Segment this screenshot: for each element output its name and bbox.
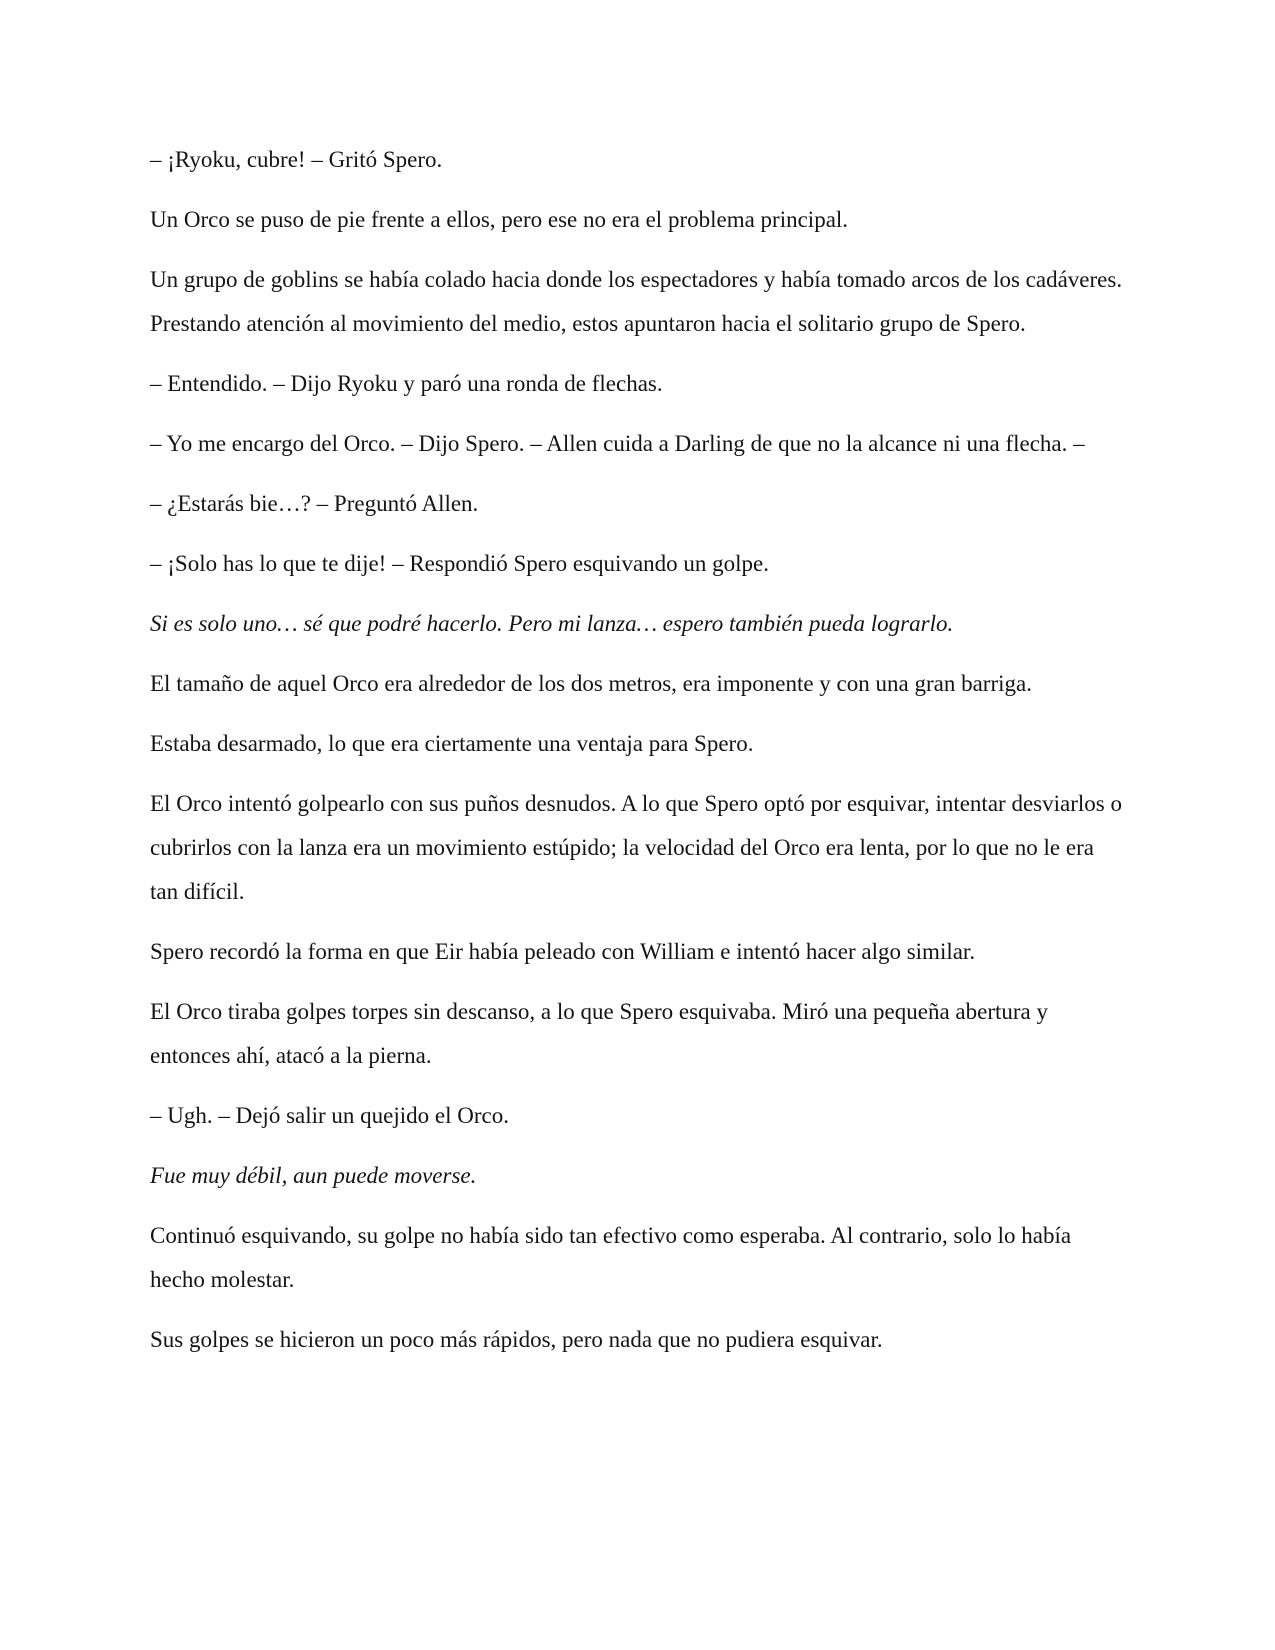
document-body <box>150 138 1125 1378</box>
paragraph-17: Sus golpes se hicieron un poco más rápidos, pero nada que no pudiera esquivar. <box>150 1327 883 1352</box>
paragraph-12: Spero recordó la forma en que Eir había peleado con William e intentó hacer algo similar. <box>150 939 976 964</box>
paragraph-11: El Orco intentó golpearlo con sus puños desnudos. A lo que Spero optó por esquivar, intentar desviarlos o cubrirlos con la lanza era un movimiento estúpido; la velocidad del Orco era lenta, por lo que no le era tan difícil. <box>150 791 1122 904</box>
paragraph-6: – ¿Estarás bie…? – Preguntó Allen. <box>150 491 479 516</box>
paragraph-10: Estaba desarmado, lo que era ciertamente una ventaja para Spero. <box>150 731 754 756</box>
paragraph-7: – ¡Solo has lo que te dije! – Respondió Spero esquivando un golpe. <box>150 551 770 576</box>
paragraph-2: Un Orco se puso de pie frente a ellos, pero ese no era el problema principal. <box>150 207 849 232</box>
paragraph-5: – Yo me encargo del Orco. – Dijo Spero. – Allen cuida a Darling de que no la alcance ni una flecha. – <box>150 431 1085 456</box>
paragraph-1: – ¡Ryoku, cubre! – Gritó Spero. <box>150 147 443 172</box>
paragraph-9: El tamaño de aquel Orco era alrededor de los dos metros, era imponente y con una gran barriga. <box>150 671 1032 696</box>
paragraph-4: – Entendido. – Dijo Ryoku y paró una ronda de flechas. <box>150 371 663 396</box>
paragraph-16: Continuó esquivando, su golpe no había sido tan efectivo como esperaba. Al contrario, solo lo había hecho molestar. <box>150 1223 1072 1292</box>
paragraph-13: El Orco tiraba golpes torpes sin descanso, a lo que Spero esquivaba. Miró una pequeña abertura y entonces ahí, atacó a la pierna. <box>150 999 1048 1068</box>
paragraph-3: Un grupo de goblins se había colado hacia donde los espectadores y había tomado arcos de los cadáveres. Prestando atención al movimiento del medio, estos apuntaron hacia el solitario grupo de Spero. <box>150 267 1123 336</box>
paragraph-8-thought: Si es solo uno… sé que podré hacerlo. Pero mi lanza… espero también pueda lograrlo. <box>150 611 954 636</box>
paragraph-14: – Ugh. – Dejó salir un quejido el Orco. <box>150 1103 509 1128</box>
paragraph-15-thought: Fue muy débil, aun puede moverse. <box>150 1163 477 1188</box>
